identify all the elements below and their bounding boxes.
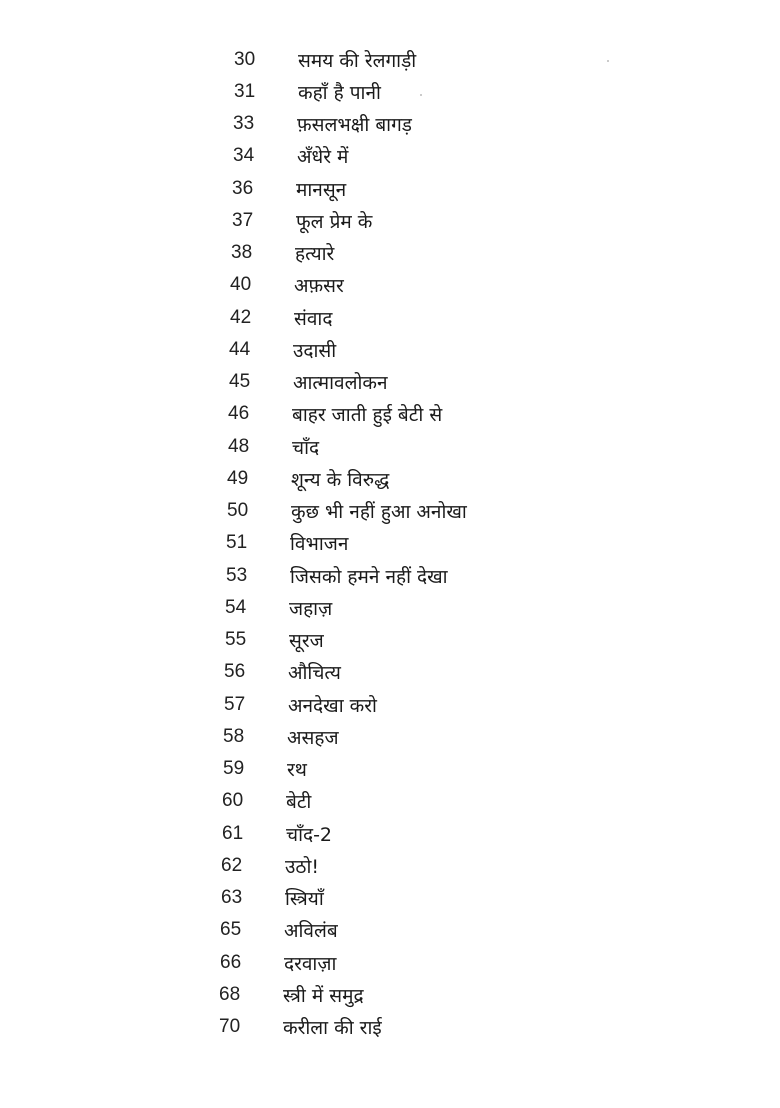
toc-title: मानसून <box>296 179 347 201</box>
toc-entry <box>228 398 442 430</box>
toc-entry <box>232 173 346 205</box>
toc-entry <box>221 882 324 914</box>
toc-entry <box>229 334 336 366</box>
toc-entry <box>220 947 336 979</box>
toc-title: फ़सलभक्षी बागड़ <box>297 114 412 136</box>
toc-entry <box>234 44 416 76</box>
toc-entry <box>228 431 319 463</box>
toc-page-number: 36 <box>232 178 254 199</box>
toc-entry <box>227 463 389 495</box>
toc-entry <box>219 979 364 1011</box>
toc-entry <box>222 785 311 817</box>
toc-title: उदासी <box>293 340 337 362</box>
toc-title: उठो! <box>285 856 319 878</box>
toc-title: औचित्य <box>288 662 341 684</box>
toc-page-number: 49 <box>227 468 249 489</box>
toc-title: शून्य के विरुद्ध <box>291 469 390 491</box>
toc-entry <box>226 560 448 592</box>
toc-page-number: 45 <box>229 371 251 392</box>
toc-entry <box>230 302 332 334</box>
toc-title: जिसको हमने नहीं देखा <box>290 566 448 588</box>
toc-page-number: 62 <box>221 855 243 876</box>
toc-page-number: 68 <box>219 984 241 1005</box>
toc-title: समय की रेलगाड़ी <box>298 50 417 72</box>
toc-page-number: 40 <box>230 274 252 295</box>
toc-title: फूल प्रेम के <box>296 211 373 233</box>
toc-entry <box>231 237 334 269</box>
toc-title: बाहर जाती हुई बेटी से <box>292 404 443 426</box>
toc-title: करीला की राई <box>283 1017 382 1039</box>
toc-entry <box>234 76 381 108</box>
toc-page-number: 61 <box>222 823 244 844</box>
toc-entry <box>225 624 324 656</box>
toc-page-number: 37 <box>232 210 254 231</box>
toc-entry <box>220 914 338 946</box>
toc-title: कुछ भी नहीं हुआ अनोखा <box>291 501 467 523</box>
toc-entry <box>223 721 339 753</box>
toc-title: हत्यारे <box>295 243 335 265</box>
toc-entry <box>230 269 344 301</box>
toc-entry <box>233 140 348 172</box>
toc-page-number: 70 <box>219 1016 241 1037</box>
toc-page-number: 42 <box>230 307 252 328</box>
toc-page-number: 59 <box>223 758 245 779</box>
toc-entry <box>227 495 467 527</box>
toc-entry <box>222 818 332 850</box>
toc-entry <box>229 366 388 398</box>
toc-page-number: 51 <box>226 532 248 553</box>
toc-entry <box>223 753 307 785</box>
toc-page-number: 34 <box>233 145 255 166</box>
toc-entry <box>224 689 377 721</box>
toc-page-number: 58 <box>223 726 245 747</box>
toc-page-number: 46 <box>228 403 250 424</box>
toc-entry <box>225 592 332 624</box>
toc-title: अविलंब <box>284 920 338 942</box>
toc-title: चाँद <box>292 437 320 459</box>
toc-title: विभाजन <box>290 533 349 555</box>
toc-title: अँधेरे में <box>297 146 349 168</box>
toc-page-number: 31 <box>234 81 256 102</box>
toc-page-number: 63 <box>221 887 243 908</box>
toc-page-number: 53 <box>226 565 248 586</box>
toc-page-number: 54 <box>225 597 247 618</box>
toc-title: सूरज <box>289 630 324 652</box>
toc-page-number: 57 <box>224 694 246 715</box>
toc-title: स्त्रियाँ <box>285 888 324 910</box>
toc-title: संवाद <box>294 308 333 330</box>
toc-entry <box>221 850 319 882</box>
toc-page-number: 65 <box>220 919 242 940</box>
toc-title: असहज <box>287 727 339 749</box>
scan-speck <box>607 60 609 62</box>
toc-entry <box>232 205 372 237</box>
toc-title: जहाज़ <box>289 598 333 620</box>
toc-page-number: 55 <box>225 629 247 650</box>
toc-page-number: 56 <box>224 661 246 682</box>
toc-entry <box>226 527 348 559</box>
toc-title: रथ <box>287 759 307 781</box>
toc-title: अनदेखा करो <box>288 695 377 717</box>
toc-title: दरवाज़ा <box>284 953 337 975</box>
toc-page-number: 60 <box>222 790 244 811</box>
toc-title: अफ़सर <box>294 275 344 297</box>
toc-title: आत्मावलोकन <box>293 372 388 394</box>
toc-entry <box>224 656 341 688</box>
toc-page-number: 44 <box>229 339 251 360</box>
toc-title: बेटी <box>286 791 312 813</box>
toc-page-number: 48 <box>228 436 250 457</box>
toc-title: स्त्री में समुद्र <box>283 985 364 1007</box>
toc-title: चाँद-2 <box>286 824 333 846</box>
scan-speck <box>420 94 422 96</box>
toc-entry <box>219 1011 382 1043</box>
toc-page-number: 50 <box>227 500 249 521</box>
toc-page-number: 38 <box>231 242 253 263</box>
toc-page-number: 66 <box>220 952 242 973</box>
toc-entry <box>233 108 412 140</box>
toc-page-number: 30 <box>234 49 256 70</box>
toc-title: कहाँ है पानी <box>298 82 381 104</box>
toc-page-number: 33 <box>233 113 255 134</box>
